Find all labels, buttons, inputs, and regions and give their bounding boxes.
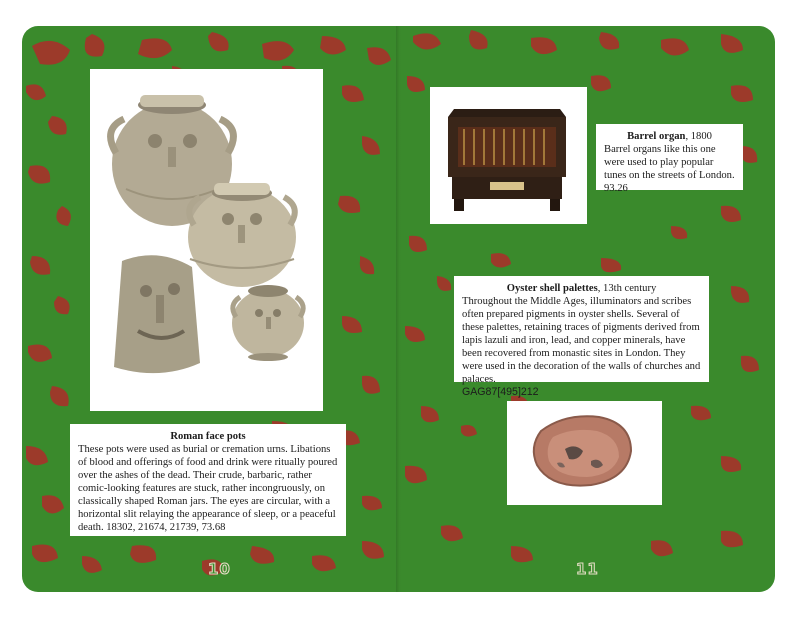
oyster-shell-caption — [454, 276, 709, 398]
roman-face-pots-photo — [90, 69, 323, 411]
barrel-organ-date: , 1800 — [685, 131, 712, 142]
right-page — [401, 26, 775, 592]
roman-face-pots-image-card — [90, 69, 323, 411]
page-number-right: 11 — [576, 560, 599, 578]
oyster-shell-photo — [507, 401, 662, 505]
roman-face-pots-description: These pots were used as burial or cremation urns. Libations of blood and offerings of food and drink were ritually poured over the ashes of the dead. Their crude, barbaric, rather comic-looking features are stuck, rather incongruously, on classically shaped Roman jars. The eyes are circular, with a horizontal slit relaying the appearance of sleep, or a peaceful death. 18302, 21674, 21739, 73.68 — [78, 444, 338, 533]
barrel-organ-caption — [596, 124, 743, 194]
left-page — [22, 26, 401, 592]
page-number-left: 10 — [208, 560, 231, 578]
oyster-shell-description: Throughout the Middle Ages, illuminators and scribes often prepared pigments in oyster shells. Several of these palettes, retaining traces of pigments derived from lapis lazuli and iron, lead, and copper minerals, have been recovered from monastic sites in London. They were used in the decoration of the walls of churches and palaces. — [462, 296, 701, 385]
barrel-organ-image-card — [430, 87, 587, 224]
roman-face-pots-title: Roman face pots — [170, 431, 246, 442]
oyster-shell-reference: GAG87[495]212 — [462, 386, 539, 398]
oyster-shell-date: , 13th century — [597, 283, 657, 294]
oyster-shell-image-card — [507, 401, 662, 505]
barrel-organ-photo — [430, 87, 587, 224]
roman-face-pots-caption — [70, 424, 346, 536]
barrel-organ-description: Barrel organs like this one were used to play popular tunes on the streets of London. 93.26 — [604, 144, 735, 194]
barrel-organ-title: Barrel organ — [627, 131, 686, 142]
oyster-shell-title: Oyster shell palettes — [506, 283, 598, 294]
